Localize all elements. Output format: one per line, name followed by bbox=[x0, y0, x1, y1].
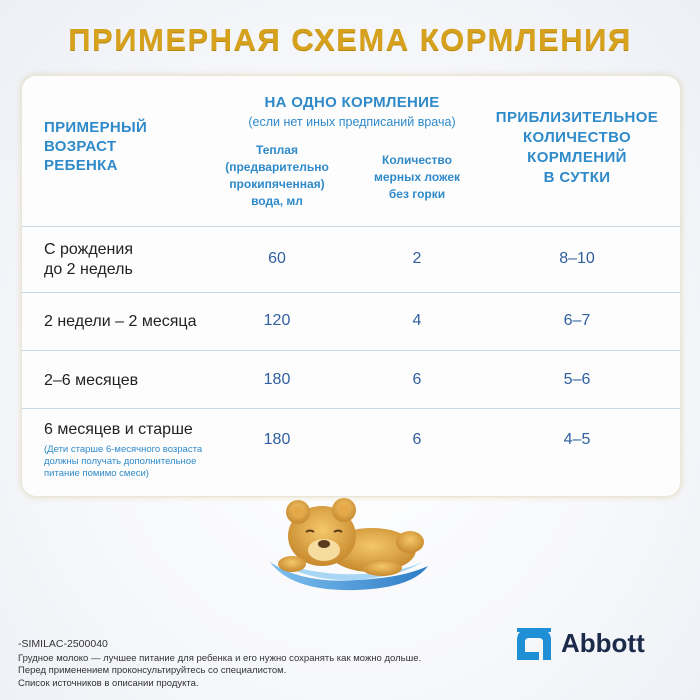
row-spoons: 4 bbox=[412, 312, 422, 329]
footer-disclaimer bbox=[18, 638, 421, 690]
footer-line: Список источников в описании продукта. bbox=[18, 677, 199, 689]
header-water-line: Теплая bbox=[256, 143, 298, 157]
divider bbox=[22, 350, 680, 351]
header-spoons-line: Количество bbox=[382, 153, 452, 167]
row-feedings: 5–6 bbox=[563, 371, 591, 388]
row-age-line: до 2 недель bbox=[44, 261, 133, 278]
header-age-line: ВОЗРАСТ bbox=[44, 138, 117, 155]
footer-line: Грудное молоко — лучшее питание для ребенка и его нужно сохранять как можно дольше. bbox=[18, 652, 422, 664]
row-water: 60 bbox=[268, 250, 286, 267]
row-age bbox=[44, 420, 193, 440]
page-title: ПРИМЕРНАЯ СХЕМА КОРМЛЕНИЯ bbox=[68, 22, 632, 57]
divider bbox=[22, 292, 680, 293]
row-feedings: 8–10 bbox=[559, 250, 595, 267]
row-spoons: 6 bbox=[412, 431, 422, 448]
header-count-line: КОРМЛЕНИЙ bbox=[527, 149, 627, 166]
row-water: 180 bbox=[263, 431, 291, 448]
header-count-line: КОЛИЧЕСТВО bbox=[522, 129, 632, 146]
abbott-logo bbox=[513, 624, 683, 664]
footer-code: -SIMILAC-2500040 bbox=[18, 638, 108, 650]
teddy-bear-illustration bbox=[262, 492, 432, 592]
row-note-line: питание помимо смеси) bbox=[44, 468, 149, 479]
row-water: 120 bbox=[263, 312, 291, 329]
header-count-line: ПРИБЛИЗИТЕЛЬНОЕ bbox=[495, 109, 659, 126]
divider bbox=[22, 408, 680, 409]
header-per-feeding: НА ОДНО КОРМЛЕНИЕ bbox=[264, 94, 440, 111]
header-age-line: РЕБЕНКА bbox=[44, 157, 118, 174]
header-spoons-line: мерных ложек bbox=[373, 170, 461, 184]
row-age-line: С рождения bbox=[44, 241, 133, 258]
header-count-line: В СУТКИ bbox=[543, 169, 611, 186]
row-note-line: должны получать дополнительное bbox=[44, 456, 197, 467]
header-water bbox=[207, 142, 347, 210]
header-water-line: вода, мл bbox=[251, 194, 303, 208]
header-spoons bbox=[357, 152, 477, 203]
header-per-feeding-note: (если нет иных предписаний врача) bbox=[248, 115, 456, 129]
row-age bbox=[44, 312, 196, 332]
row-spoons: 2 bbox=[412, 250, 422, 267]
row-age-line: 2–6 месяцев bbox=[44, 372, 139, 389]
row-age-line: 2 недели – 2 месяца bbox=[44, 313, 197, 330]
header-age bbox=[44, 118, 204, 175]
header-age-line: ПРИМЕРНЫЙ bbox=[44, 119, 148, 136]
header-feedings-per-day bbox=[482, 108, 672, 188]
row-spoons: 6 bbox=[412, 371, 422, 388]
row-feedings: 6–7 bbox=[563, 312, 591, 329]
divider bbox=[22, 226, 680, 227]
row-age bbox=[44, 371, 138, 391]
row-age bbox=[44, 240, 133, 280]
abbott-logo-icon bbox=[513, 626, 555, 662]
footer-line: Перед применением проконсультируйтесь со специалистом. bbox=[18, 665, 287, 676]
header-spoons-line: без горки bbox=[388, 187, 446, 201]
feeding-table bbox=[22, 76, 680, 496]
row-water: 180 bbox=[263, 371, 291, 388]
row-feedings: 4–5 bbox=[563, 431, 591, 448]
row-note-line: (Дети старше 6-месячного возраста bbox=[44, 444, 203, 455]
abbott-logo-text: Abbott bbox=[561, 628, 645, 658]
header-water-line: (предварительно bbox=[225, 160, 329, 174]
row-note bbox=[44, 444, 234, 480]
header-water-line: прокипяченная) bbox=[229, 177, 325, 191]
row-age-line: 6 месяцев и старше bbox=[44, 421, 193, 438]
